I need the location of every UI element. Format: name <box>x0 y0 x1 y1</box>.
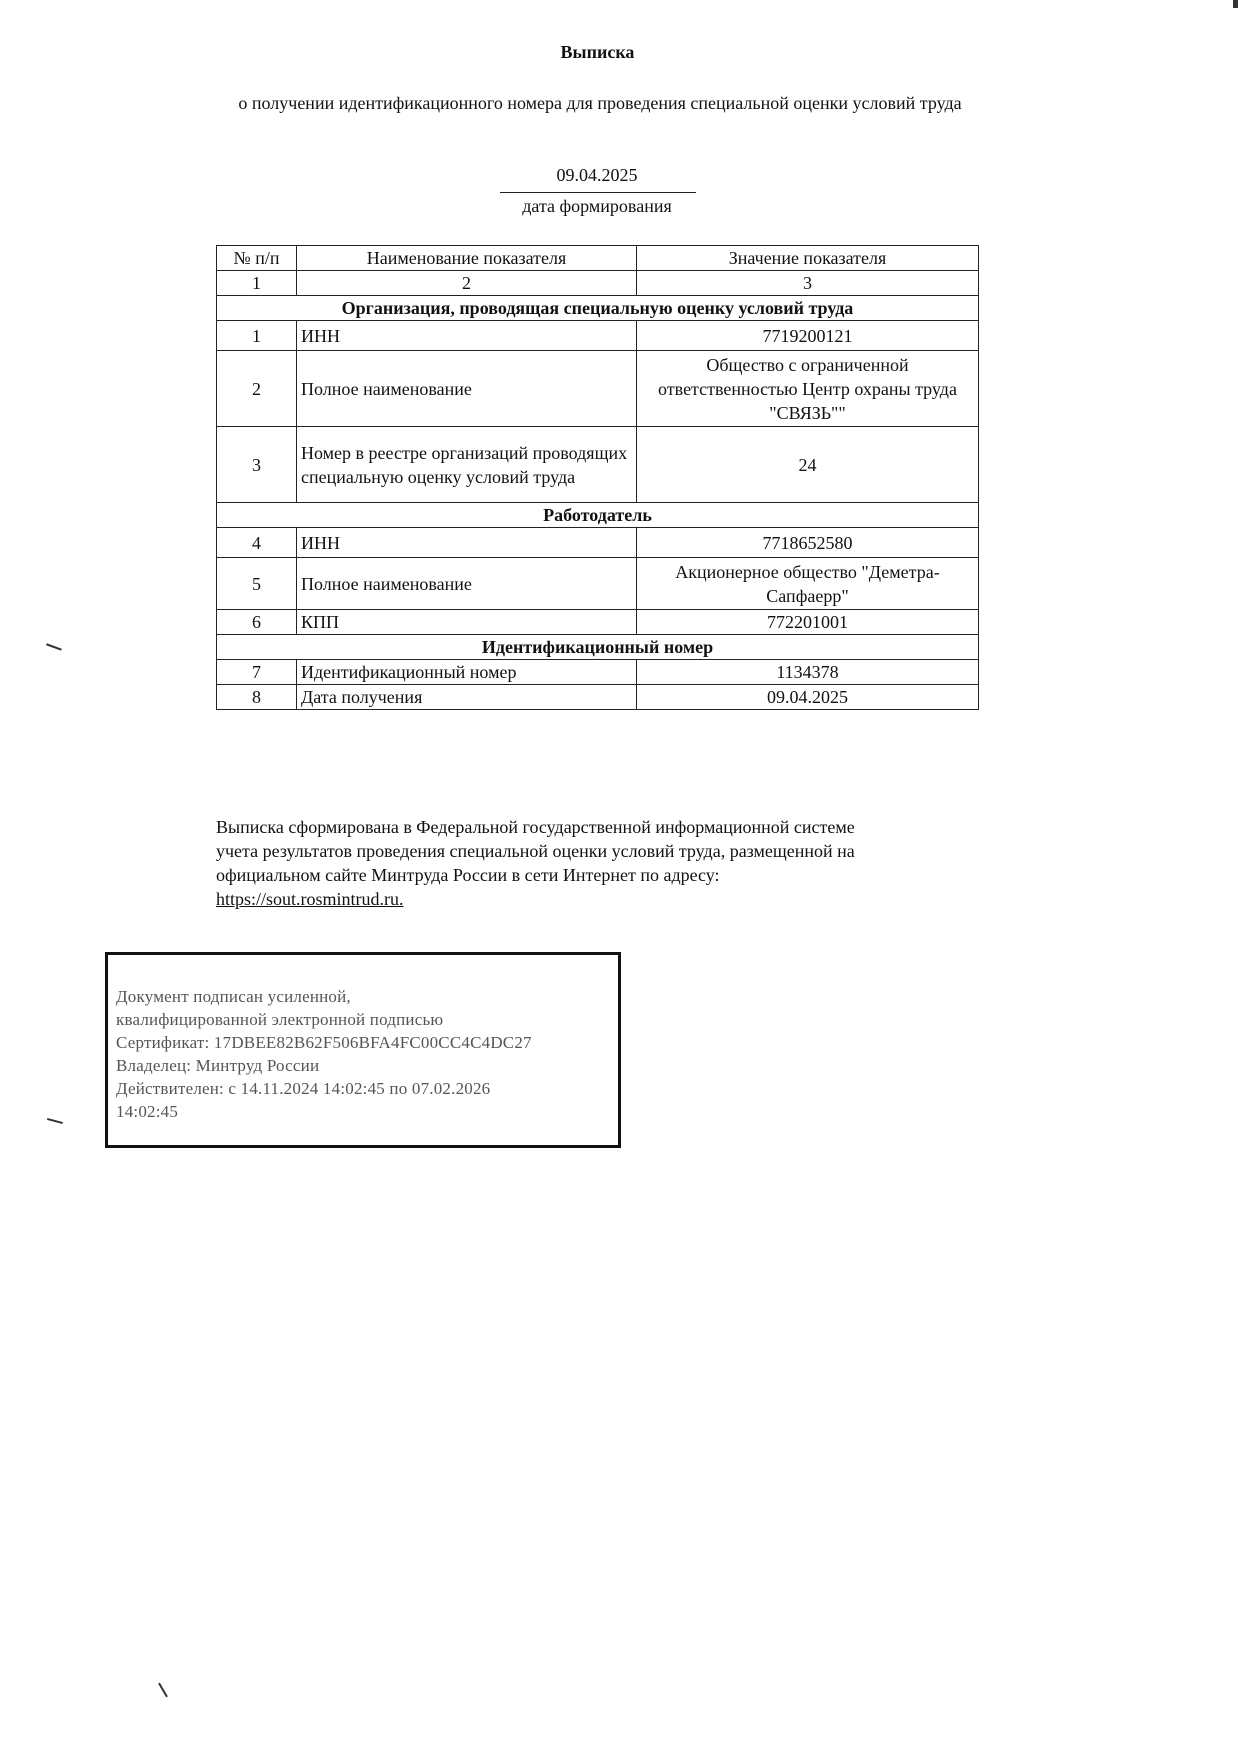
row-value: 772201001 <box>637 610 979 635</box>
column-number: 1 <box>217 271 297 296</box>
section-title-organization: Организация, проводящая специальную оценку условий труда <box>217 296 979 321</box>
row-value: Общество с ограниченной ответственностью Центр охраны труда "СВЯЗЬ"" <box>637 351 979 427</box>
table-row <box>217 558 979 610</box>
formation-date-caption: дата формирования <box>522 196 672 216</box>
row-name: ИНН <box>297 321 637 351</box>
row-number: 2 <box>217 351 297 427</box>
table-row <box>217 660 979 685</box>
sout-link[interactable]: https://sout.rosmintrud.ru. <box>216 889 404 909</box>
row-number: 1 <box>217 321 297 351</box>
row-name: Идентификационный номер <box>297 660 637 685</box>
row-value: 7719200121 <box>637 321 979 351</box>
signature-line: Документ подписан усиленной, <box>116 987 351 1006</box>
row-value: 09.04.2025 <box>637 685 979 710</box>
scan-mark <box>1233 0 1238 8</box>
signature-owner: Владелец: Минтруд России <box>116 1056 320 1075</box>
column-number: 2 <box>297 271 637 296</box>
row-name: Полное наименование <box>297 351 637 427</box>
row-number: 4 <box>217 528 297 558</box>
signature-certificate: Сертификат: 17DBEE82B62F506BFA4FC00CC4C4DC27 <box>116 1033 532 1052</box>
row-number: 6 <box>217 610 297 635</box>
table-row <box>217 351 979 427</box>
section-title-identification: Идентификационный номер <box>217 635 979 660</box>
table-row <box>217 427 979 503</box>
header-number: № п/п <box>217 246 297 271</box>
column-number-row <box>217 271 979 296</box>
row-number: 3 <box>217 427 297 503</box>
signature-validity-time: 14:02:45 <box>116 1102 179 1121</box>
section-row <box>217 635 979 660</box>
scan-mark <box>158 1683 168 1698</box>
section-row <box>217 296 979 321</box>
date-underline <box>500 192 696 193</box>
table-header-row <box>217 246 979 271</box>
row-name: Номер в реестре организаций проводящих специальную оценку условий труда <box>297 427 637 503</box>
row-value: 7718652580 <box>637 528 979 558</box>
row-value: 24 <box>637 427 979 503</box>
header-indicator-value: Значение показателя <box>637 246 979 271</box>
signature-line: квалифицированной электронной подписью <box>116 1010 444 1029</box>
column-number: 3 <box>637 271 979 296</box>
table-row <box>217 528 979 558</box>
section-title-employer: Работодатель <box>217 503 979 528</box>
document-title: Выписка <box>560 42 635 62</box>
row-value: 1134378 <box>637 660 979 685</box>
row-number: 7 <box>217 660 297 685</box>
row-name: КПП <box>297 610 637 635</box>
footer-note-text: Выписка сформирована в Федеральной государственной информационной системе учета результатов проведения специальной оценки условий труда, размещенной на официальном сайте Минтруда России в сети Интернет по адресу: <box>216 817 855 885</box>
row-number: 5 <box>217 558 297 610</box>
scan-mark <box>46 643 62 650</box>
signature-stamp <box>105 952 621 1148</box>
row-value: Акционерное общество "Деметра-Сапфаерр" <box>637 558 979 610</box>
table-row <box>217 610 979 635</box>
indicators-table <box>216 245 979 710</box>
row-name: ИНН <box>297 528 637 558</box>
footer-note <box>216 815 896 911</box>
document-subtitle: о получении идентификационного номера для проведения специальной оценки условий труда <box>238 93 962 113</box>
signature-validity: Действителен: с 14.11.2024 14:02:45 по 07.02.2026 <box>116 1079 491 1098</box>
header-indicator-name: Наименование показателя <box>297 246 637 271</box>
scan-mark <box>47 1118 63 1124</box>
section-row <box>217 503 979 528</box>
row-name: Дата получения <box>297 685 637 710</box>
table-row <box>217 685 979 710</box>
formation-date: 09.04.2025 <box>556 165 638 185</box>
row-name: Полное наименование <box>297 558 637 610</box>
table-row <box>217 321 979 351</box>
row-number: 8 <box>217 685 297 710</box>
